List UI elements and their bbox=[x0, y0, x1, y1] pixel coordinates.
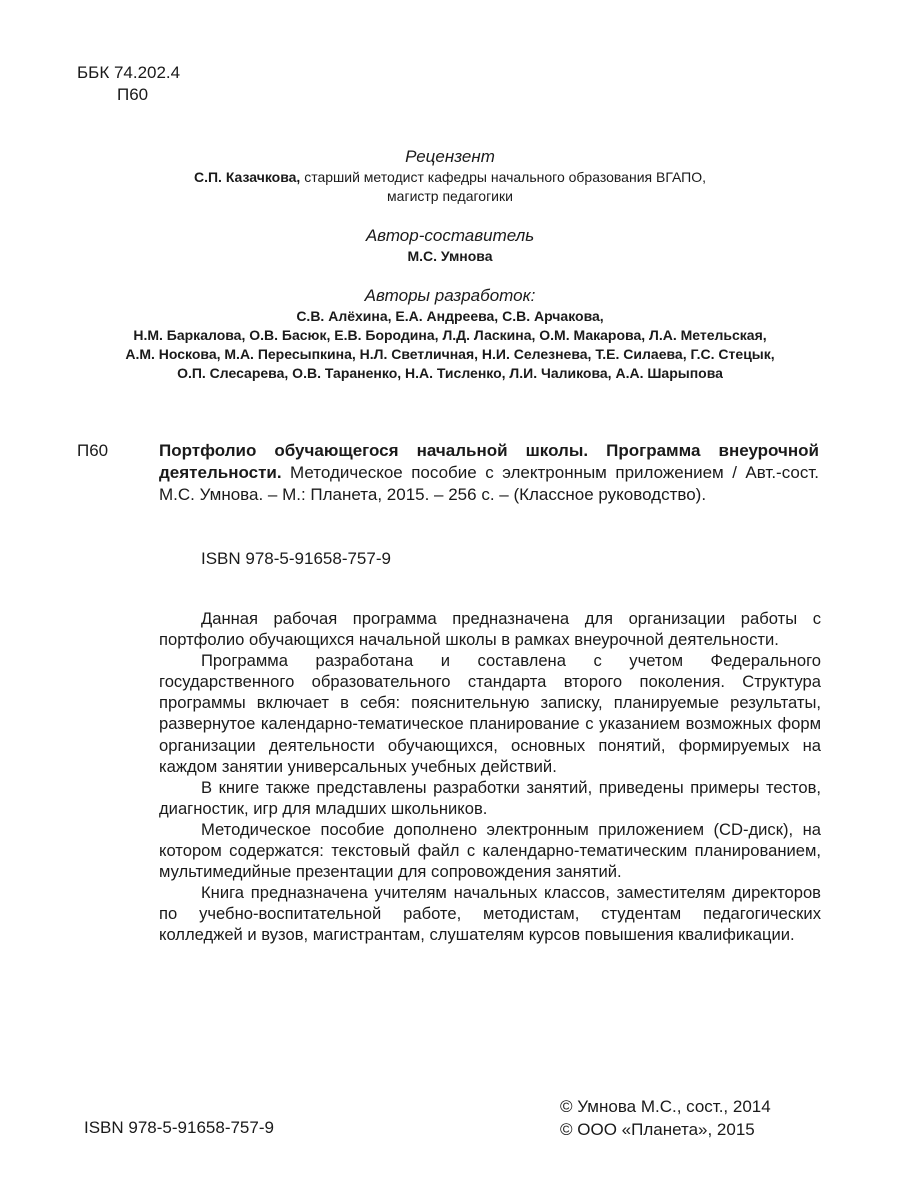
abstract-paragraph: В книге также представлены разработки занятий, приведены примеры тестов, диагностик, игр для младших школьников. bbox=[159, 777, 821, 818]
author-name: М.С. Умнова bbox=[407, 248, 493, 264]
reviewer-block bbox=[0, 146, 900, 206]
developers-role: Авторы разработок: bbox=[364, 286, 536, 305]
abstract bbox=[159, 608, 821, 946]
abstract-paragraph: Методическое пособие дополнено электронным приложением (CD-диск), на котором содержатся: текстовый файл с календарно-тематическим планированием, мультимедийные презентации для сопровождения занятий. bbox=[159, 819, 821, 882]
bbk-code: ББК 74.202.4 bbox=[77, 63, 181, 82]
author-mark: П60 bbox=[117, 85, 149, 104]
catalog-description: Методическое пособие с электронным приложением / Авт.-сост. М.С. Умнова. – М.: Планета, 2015. – 256 с. – (Классное руководство). bbox=[159, 463, 819, 504]
author-role: Автор-составитель bbox=[365, 226, 535, 245]
reviewer-details bbox=[0, 168, 900, 187]
catalog-title: Портфолио обучающегося начальной школы. Программа внеурочной деятельности. bbox=[159, 441, 819, 482]
isbn-footer: ISBN 978-5-91658-757-9 bbox=[84, 1118, 274, 1137]
isbn-main: ISBN 978-5-91658-757-9 bbox=[201, 549, 391, 568]
classification-block bbox=[77, 62, 180, 106]
copyright-author: © Умнова М.С., сост., 2014 bbox=[560, 1097, 771, 1116]
reviewer-role: Рецензент bbox=[405, 147, 495, 166]
reviewer-desc-2: магистр педагогики bbox=[387, 188, 513, 204]
abstract-paragraph: Программа разработана и составлена с учетом Федерального государственного образовательного стандарта второго поколения. Структура программы включает в себя: пояснительную записку, планируемые результаты, развернутое календарно-тематическое планирование с указанием возможных форм организации деятельности обучающихся, основных понятий, формируемых на каждом занятии универсальных учебных действий. bbox=[159, 651, 821, 776]
reviewer-name: С.П. Казачкова, bbox=[193, 169, 301, 185]
developers-line: А.М. Носкова, М.А. Пересыпкина, Н.Л. Светличная, Н.И. Селезнева, Т.Е. Силаева, Г.С. Стецык, bbox=[125, 346, 775, 362]
catalog-code: П60 bbox=[77, 441, 109, 460]
developers-line: Н.М. Баркалова, О.В. Басюк, Е.В. Бородина, Л.Д. Ласкина, О.М. Макарова, Л.А. Метельская, bbox=[133, 327, 767, 343]
abstract-paragraph: Книга предназначена учителям начальных классов, заместителям директоров по учебно-воспитательной работе, методистам, студентам педагогических колледжей и вузов, магистрантам, слушателям курсов повышения квалификации. bbox=[159, 883, 821, 945]
copyright-block bbox=[560, 1095, 771, 1141]
author-block bbox=[0, 225, 900, 266]
developers-line: О.П. Слесарева, О.В. Тараненко, Н.А. Тисленко, Л.И. Чаликова, А.А. Шарыпова bbox=[177, 365, 723, 381]
catalog-entry bbox=[159, 440, 819, 506]
developers-line: С.В. Алёхина, Е.А. Андреева, С.В. Арчакова, bbox=[296, 308, 604, 324]
reviewer-desc-1: старший методист кафедры начального образования ВГАПО, bbox=[300, 169, 706, 185]
copyright-publisher: © ООО «Планета», 2015 bbox=[560, 1120, 755, 1139]
abstract-paragraph: Данная рабочая программа предназначена для организации работы с портфолио обучающихся начальной школы в рамках внеурочной деятельности. bbox=[159, 609, 821, 650]
developers-block bbox=[0, 285, 900, 383]
